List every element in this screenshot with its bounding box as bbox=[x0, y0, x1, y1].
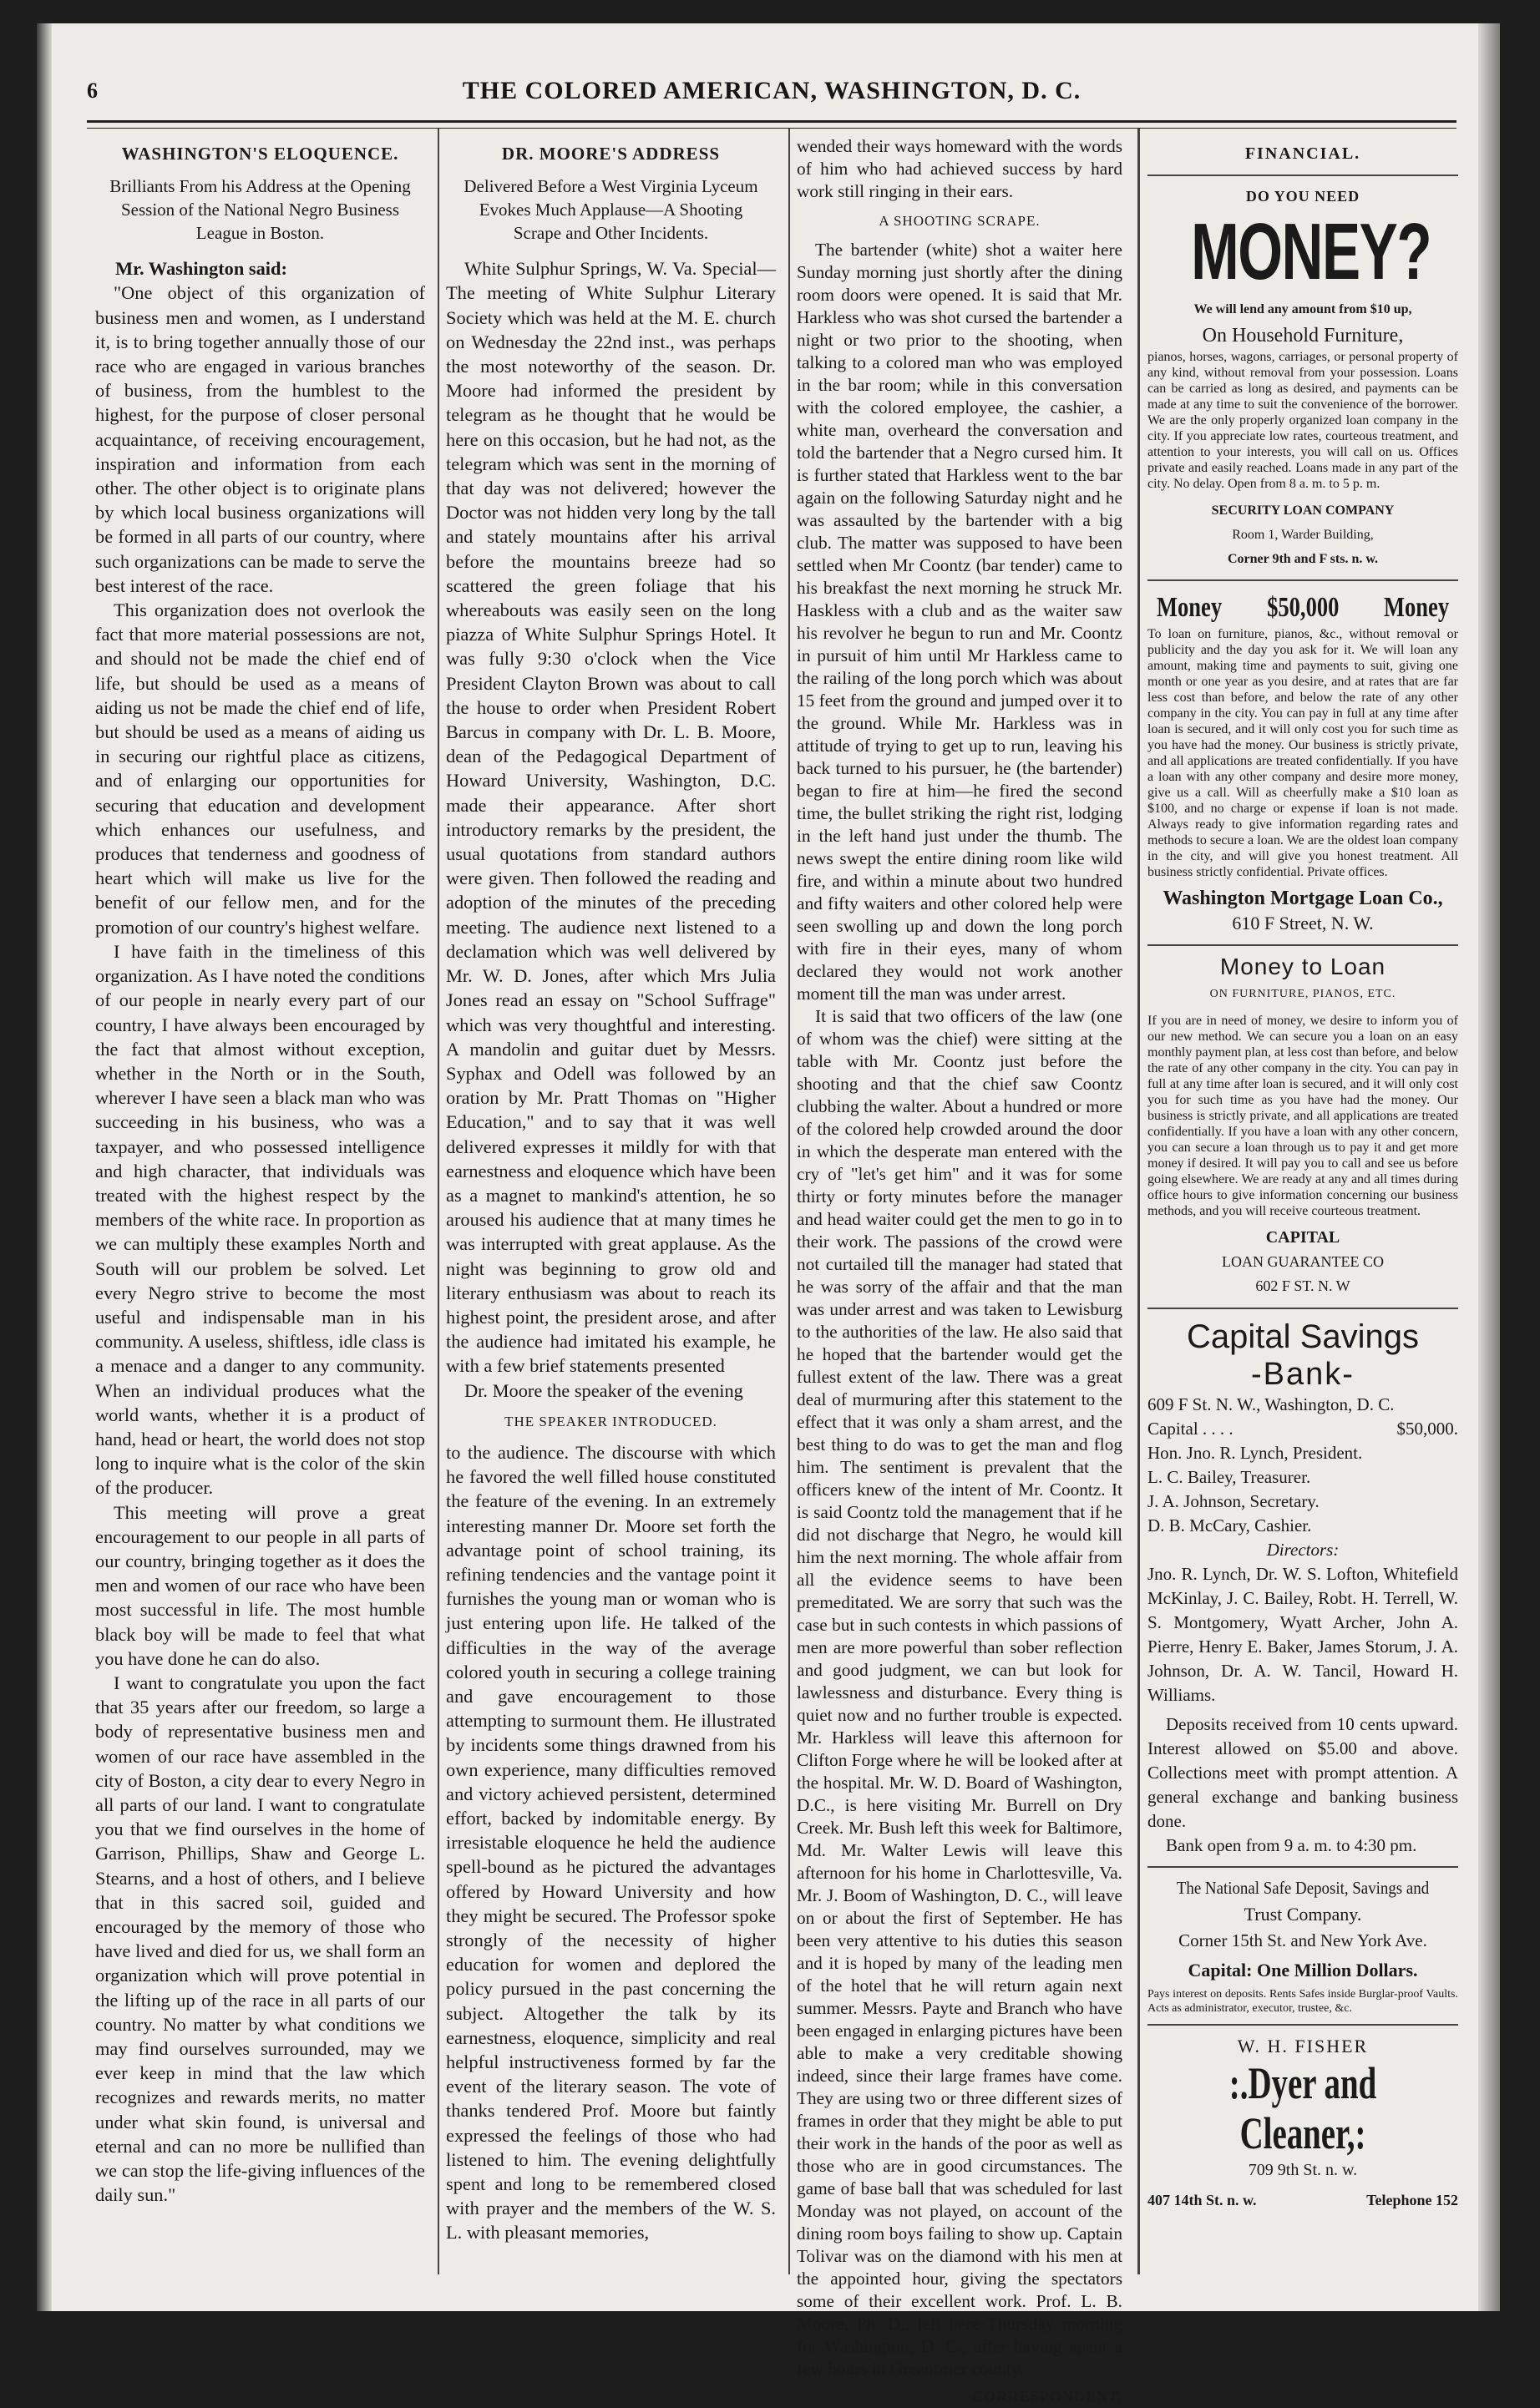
hours-text: Bank open from 9 a. m. to 4:30 pm. bbox=[1166, 1834, 1417, 1855]
ad-title: Capital Savings bbox=[1187, 1318, 1419, 1355]
scan-binding-right bbox=[1478, 23, 1500, 2311]
masthead-rule bbox=[87, 120, 1456, 129]
directors-label: Directors: bbox=[1266, 1539, 1340, 1560]
byline: Mr. Washington said: bbox=[115, 258, 287, 280]
column-rule-3 bbox=[1137, 129, 1140, 2274]
ad-body: If you are in need of money, we desire to inform you of our new method. We can secure you a loan on an easy monthly payment plan, at less cost than before, and below the rate of any other company in the city. You can pay in full at any time after loan is secured, and it will only cost you for such time as you have had the money. Our business is strictly private, and all applications are treated confidentially. If you have a loan with any other concern, you can secure a loan through us to pay it and get more money if desired. It will pay you to call and see us before going elsewhere. We are ready at any and all times during office hours to give information concerning our business methods, and you will receive courteous treatment. bbox=[1147, 1014, 1458, 1219]
ad-big-text: MONEY? bbox=[1191, 207, 1431, 297]
ad-big-text: :.Dyer and Cleaner,: bbox=[1228, 2058, 1377, 2159]
headline: WASHINGTON'S ELOQUENCE. bbox=[121, 144, 399, 164]
deposits-text: Deposits received from 10 cents upward. Interest allowed on $5.00 and above. Collections meet with prompt attention. A general exchange and banking business done. bbox=[1147, 1713, 1458, 1831]
paragraph: I have faith in the timeliness of this organization. As I have noted the conditions of our people in nearly every part of our country, I have always been encouraged by the fact that almost without exception, whether in the North or in the South, wherever I have seen a black man who was succeeding in his business, who was a taxpayer, and who possessed intelligence and high character, that individuals was treated with the highest respect by the members of the white race. In proportion as we can multiply these examples North and South will our problem be solved. Let every Negro strive to become the most useful and indispensable man in his community. A useless, shiftless, idle class is a menace and a danger to any community. When an individual produces what the world wants, whether it is a product of hand, head or heart, the world does not stop long to inquire what is the color of the skin of the producer. bbox=[95, 940, 425, 1499]
divider bbox=[1147, 1308, 1458, 1309]
paragraph: White Sulphur Springs, W. Va. Special—The meeting of White Sulphur Literary Society which was held at the M. E. church on Wednesday the 22nd inst., was perhaps the most noteworthy of the season. Dr. Moore had informed the president by telegram as he thought that he would be here on this occasion, but he had not, as the telegram which was sent in the morning of that day was not delivered; however the Doctor was not hidden very long by the tall and stately mountains after his arrival before the mountains breeze had so scattered the green foliage that his whereabouts was easily seen on the long piazza of White Sulphur Springs Hotel. It was fully 9:30 o'clock when the Vice President Clayton Brown was about to call the house to order when President Robert Barcus in company with Dr. L. B. Moore, dean of the Pedagogical Department of Howard University, Washington, D.C. made their appearance. After short introductory remarks by the president, the usual quotations from standard authors were given. Then followed the reading and adoption of the minutes of the preceding meeting. The audience next listened to a declamation which was well delivered by Mr. W. D. Jones, after which Mrs Julia Jones read an essay on "School Suffrage" which was very thoughtful and interesting. A mandolin and guitar duet by Messrs. Syphax and Odell was followed by an oration by Mr. Pratt Thomas on "Higher Education," and to say that it was well delivered expresses it mildly for with that earnestness and eloquence which have been as a magnet to mankind's attention, he so aroused his audience that at many times he was interrupted with great applause. As the night was beginning to grow old and literary enthusiasm was about to reach its highest point, the president arose, and after the audience had imitated his example, he with a few brief statements presented bbox=[446, 258, 776, 1377]
newspaper-page bbox=[37, 23, 1500, 2405]
ad-body: pianos, horses, wagons, carriages, or personal property of any kind, without removal from your possession. Loans can be carried as long as desired, and payments can be made at any time to suit the convenience of the borrower. We are the only properly organized loan company in the city. If you appreciate low rates, courteous treatment, and attention to your interests, you will call on us. Offices private and easily reached. Loans made in any part of the city. No delay. Open from 8 a. m. to 5 p. m. bbox=[1147, 349, 1458, 491]
ad-company: CAPITAL bbox=[1265, 1228, 1340, 1247]
paragraph: I want to congratulate you upon the fact that 35 years after our freedom, so large a body of representative business men and women of our race have assembled in the city of Boston, a city dear to every Negro in all parts of our land. I want to congratulate you that we find ourselves in the home of Garrison, Phillips, Shaw and George L. Stearns, and a host of others, and I believe that in this sacred soil, guided and encouraged by the memory of those who have lived and died for us, we shall form an organization which will prove potential in the lifting up of the race in all parts of our country. No matter by what conditions we may find ourselves surrounded, may we ever keep in mind that the law which recognizes and rewards merits, no matter under what skin found, is universal and eternal and can no more be nullified than we can stop the life-giving influences of the daily sun." bbox=[95, 1672, 425, 2206]
headline: DR. MOORE'S ADDRESS bbox=[501, 144, 721, 164]
capital-value: $50,000. bbox=[1396, 1418, 1458, 1439]
ad-national-safe-deposit bbox=[1147, 1876, 1458, 2016]
ad-title: -Bank- bbox=[1251, 1356, 1355, 1392]
ad-company: LOAN GUARANTEE CO bbox=[1222, 1253, 1384, 1271]
ad-subtitle: ON FURNITURE, PIANOS, ETC. bbox=[1209, 987, 1396, 1000]
financial-column bbox=[1147, 135, 1458, 2213]
subheading: THE SPEAKER INTRODUCED. bbox=[504, 1413, 717, 1429]
ad-capital-savings-bank bbox=[1147, 1318, 1458, 1858]
ad-title: Money to Loan bbox=[1219, 953, 1386, 979]
page-number: 6 bbox=[87, 78, 98, 103]
ad-title: Trust Company. bbox=[1244, 1903, 1362, 1925]
ad-heading-word: Money bbox=[1383, 592, 1449, 624]
ad-address: 407 14th St. n. w. bbox=[1147, 2191, 1257, 2208]
ad-capital: Capital: One Million Dollars. bbox=[1188, 1960, 1418, 1981]
officer: D. B. McCary, Cashier. bbox=[1147, 1515, 1312, 1535]
divider bbox=[1147, 944, 1458, 946]
paragraph: This organization does not overlook the fact that more material possessions are not, and should not be made the chief end of life, but should be used as a means of aiding us not be made the chief end of life, but should be used as a means of aiding us in securing our rightful place as citizens, and of enlarging our opportunities for securing that education and development which enhances our usefulness, and produces that tenderness and goodness of heart which will make us live for the benefit of our fellow men, and for the promotion of our country's highest welfare. bbox=[95, 599, 425, 938]
ad-address: 602 F ST. N. W bbox=[1255, 1277, 1350, 1295]
paragraph: The bartender (white) shot a waiter here Sunday morning just shortly after the dining room doors were opened. It is said that Mr. Harkless who was shot cursed the bartender a night or two prior to the shooting, when talking to a colored man who was employed in the bar room; while in this conversation with the colored employee, the cashier, a white man, overheard the conversation and told the bartender that a Negro cursed him. It is further stated that Harkless went to the bar again on the following Saturday night and he was assaulted by the bartender with a big club. The matter was supposed to have been settled when Mr Coontz (bar tender) came to his breakfast the next morning he struck Mr. Haskless with a club and as the waiter saw his revolver he begun to run and Mr. Coontz in pursuit of him until Mr Harkless came to the railing of the long porch which was about 15 feet from the ground and jumped over it to the ground. While Mr. Harkless was in attitude of trying to get up to run, leaving his back turned to his pursuer, he (the bartender) began to fire at him—he fired the second time, the bullet striking the right rist, lodging in the left hand just under the thumb. The news swept the entire dining room like wild fire, and within a minute about two hundred and fifty waiters and other colored help were seen swolling up and down the long porch with fire in their eyes, many of whom declared they would not work another moment till the man was under arrest. bbox=[797, 240, 1122, 1004]
column-rule-1 bbox=[438, 129, 439, 2274]
section-heading: FINANCIAL. bbox=[1244, 144, 1361, 163]
ad-address: 609 F St. N. W., Washington, D. C. bbox=[1147, 1394, 1395, 1414]
paragraph: It is said that two officers of the law (one of whom was the chief) were sitting at the table with Mr. Coontz just before the shooting and that the chief saw Coontz clubbing the walter. About a hundred or more of the colored help crowded around the door in which the desperate man entered with the cry of "let's get him" and it was for some thirty or forty minutes before the manager and head waiter could get the men to go in to their work. The passions of the crowd were not curtailed till the manager had stated that he was sorry of the affair and that the man was under arrest and was taken to Lewisburg to the authorities of the law. He also said that he hoped that the bartender would get the fullest extent of the law. There was a great deal of murmuring after this statement to the effect that it was only a sham arrest, and the best thing to do was to get the man and flog him. The sentiment is prevalent that the officers knew of the intent of Mr. Coontz. It is said Coontz told the management that if he did not discharge that Negro, he would kill him the next morning. The whole affair from all the evidence seems to have been premeditated. We are sorry that such was the case but in such contests in which passions of men are more powerful than sober reflection and good judgment, we can but look for lawlessness and disturbance. Every thing is quiet now and no further trouble is expected. Mr. Harkless will leave this afternoon for Clifton Forge where he will be looked after at the hospital. Mr. W. D. Board of Washington, D.C., is here visiting Mr. Burrell on Dry Creek. Mr. Bush left this week for Baltimore, Md. Mr. Walter Lewis will leave this afternoon for his home in Charlottesville, Va. Mr. J. Boom of Washington, D. C., will leave on or about the first of September. He has been very attentive to his duties this season and it is hoped by many of the leading men of the hotel that he will return again next summer. Messrs. Payte and Branch who have been engaged in enlarging pictures have been able to make a very creditable showing indeed, since their large frames have come. They are using two or three different sizes of frames in order that they might be able to put their work in the hands of the poor as well as those who are in good circumstances. The game of base ball that was scheduled for last Monday was not played, on account of the dining room boys failing to show up. Captain Tolivar was on the diamond with his men at the appointed hour, giving the spectators some of their excellent work. Prof. L. B. Moore, Ph. D., left here Thursday morning for Washington, D. C., after having spent a few hours in Greenbrier county. bbox=[797, 1006, 1122, 2379]
ad-footer bbox=[1147, 2188, 1458, 2213]
deck: Delivered Before a West Virginia Lyceum Evokes Much Applause—A Shooting Scrape and Other Incidents. bbox=[464, 176, 758, 244]
deck: Brilliants From his Address at the Opening Session of the National Negro Business League in Boston. bbox=[109, 176, 411, 244]
column-rule-2 bbox=[788, 129, 790, 2274]
paragraph: This meeting will prove a great encouragement to our people in all parts of our country, bringing together as it does the men and women of our race who have been most successful in life. The most humble black boy will be made to feel that what you have done he can do also. bbox=[95, 1501, 425, 1669]
capital-label: Capital . . . . bbox=[1147, 1418, 1234, 1439]
capital-row bbox=[1147, 1417, 1458, 1441]
ad-body: To loan on furniture, pianos, &c., without removal or publicity and the day you ask for it. We will loan any amount, making time and payments to suit, giving one month or one year as you desire, and at rates that are far less cost than before, and below the rate of any other company in the city. You can pay in full at any time after loan is secured, and it will only cost you for such time as you have had the money. Our business is strictly private, and all applications are treated confidentially. If you have a loan with any other company and desire more money, give us a call. Will as cheerfully make a $10 loan as $100, and no charge or expense if loan is not made. Always ready to give information regarding rates and methods to secure a loan. We are the oldest loan company in the city, and will give you honest treatment. All business strictly confidential. Private offices. bbox=[1147, 627, 1458, 880]
ad-address: Corner 9th and F sts. n. w. bbox=[1227, 552, 1379, 567]
ad-heading-word: Money bbox=[1157, 592, 1223, 624]
ad-heading-row bbox=[1147, 589, 1458, 626]
ad-company: SECURITY LOAN COMPANY bbox=[1211, 503, 1395, 518]
divider bbox=[1147, 579, 1458, 581]
ad-note: Pays interest on deposits. Rents Safes inside Burglar-proof Vaults. Acts as administrator, executor, trustee, &c. bbox=[1147, 1988, 1458, 2016]
ad-company: Washington Mortgage Loan Co., bbox=[1163, 888, 1443, 910]
ad-address: Room 1, Warder Building, bbox=[1232, 527, 1374, 542]
officer: J. A. Johnson, Secretary. bbox=[1147, 1490, 1320, 1511]
divider bbox=[1147, 1866, 1458, 1868]
paragraph: Dr. Moore the speaker of the evening bbox=[464, 1379, 743, 1401]
paragraph: to the audience. The discourse with which he favored the well filled house constituted the feature of the evening. In an extremely interesting manner Dr. Moore set forth the advantage point of school training, its refining tendencies and the vantage point it furnishes the young man or woman who is just entering upon life. He talked of the difficulties in the way of the average colored youth in securing a college training and gave encouragement to those attempting to surmount them. He illustrated by incidents some things drawned from his own experience, many difficulties removed and victory achieved persistent, determined effort, backed by indomitable energy. By irresistable eloquence he held the audience spell-bound as he pictured the advantages offered by Howard University and how they might be secured. The Professor spoke strongly of the necessity of higher education for women and deplored the policy pursued in the past concerning the subject. Altogether the talk by its earnestness, eloquence, simplicity and real helpful instructiveness formed by far the event of the literary season. The vote of thanks tendered Prof. Moore but faintly expressed the feelings of those who had listened to him. The evening delightfully spent and long to be remembered closed with prayer and the members of the W. S. L. with pleasant memories, bbox=[446, 1441, 776, 2244]
ad-kicker: DO YOU NEED bbox=[1245, 188, 1360, 205]
ad-fisher-dyer bbox=[1147, 2034, 1458, 2213]
officer: L. C. Bailey, Treasurer. bbox=[1147, 1466, 1311, 1487]
ad-address: Corner 15th St. and New York Ave. bbox=[1178, 1930, 1427, 1950]
ad-capital-loan bbox=[1147, 954, 1458, 1299]
scan-shadow-left bbox=[37, 23, 52, 2311]
ad-address: 610 F Street, N. W. bbox=[1232, 913, 1374, 934]
masthead-title: THE COLORED AMERICAN, WASHINGTON, D. C. bbox=[462, 77, 1082, 104]
divider bbox=[1147, 2024, 1458, 2026]
paragraph: "One object of this organization of business men and women, as I understand it, is to bring together annually those of our race who are engaged in various branches of business, from the humblest to the highest, for the purpose of closer personal acquaintance, of receiving encouragement, inspiration and information from each other. The other object is to originate plans by which local business organizations will be formed in all parts of our country, where such organizations can be made to serve the best interest of the race. bbox=[95, 282, 425, 596]
ad-phone: Telephone 152 bbox=[1366, 2191, 1458, 2208]
subheading: A SHOOTING SCRAPE. bbox=[879, 213, 1041, 229]
officer: Hon. Jno. R. Lynch, President. bbox=[1147, 1442, 1363, 1463]
article-continuation bbox=[797, 135, 1122, 2408]
article-moore bbox=[446, 135, 776, 2245]
ad-name: W. H. FISHER bbox=[1237, 2036, 1369, 2057]
ad-address: 709 9th St. n. w. bbox=[1248, 2161, 1358, 2180]
article-washington bbox=[95, 135, 425, 2207]
directors-list: Jno. R. Lynch, Dr. W. S. Lofton, Whitefield McKinlay, J. C. Bailey, Robt. H. Terrell, W. S. Montgomery, Wyatt Archer, John A. Pierre, Henry E. Baker, James Storum, J. A. Johnson, Dr. A. W. Tancil, Howard H. Williams. bbox=[1147, 1563, 1458, 1705]
ad-line: On Household Furniture, bbox=[1202, 324, 1404, 347]
ad-security-loan bbox=[1147, 185, 1458, 571]
divider bbox=[1147, 175, 1458, 176]
ad-heading-word: $50,000 bbox=[1266, 592, 1340, 624]
ad-title: The National Safe Deposit, Savings and bbox=[1176, 1877, 1430, 1898]
signature: CORRESPONDENT. bbox=[971, 2388, 1122, 2405]
paragraph: wended their ways homeward with the words of him who had achieved success by hard work still ringing in their ears. bbox=[797, 136, 1122, 201]
ad-line: We will lend any amount from $10 up, bbox=[1193, 302, 1412, 317]
masthead bbox=[87, 70, 1456, 120]
ad-washington-mortgage bbox=[1147, 589, 1458, 935]
